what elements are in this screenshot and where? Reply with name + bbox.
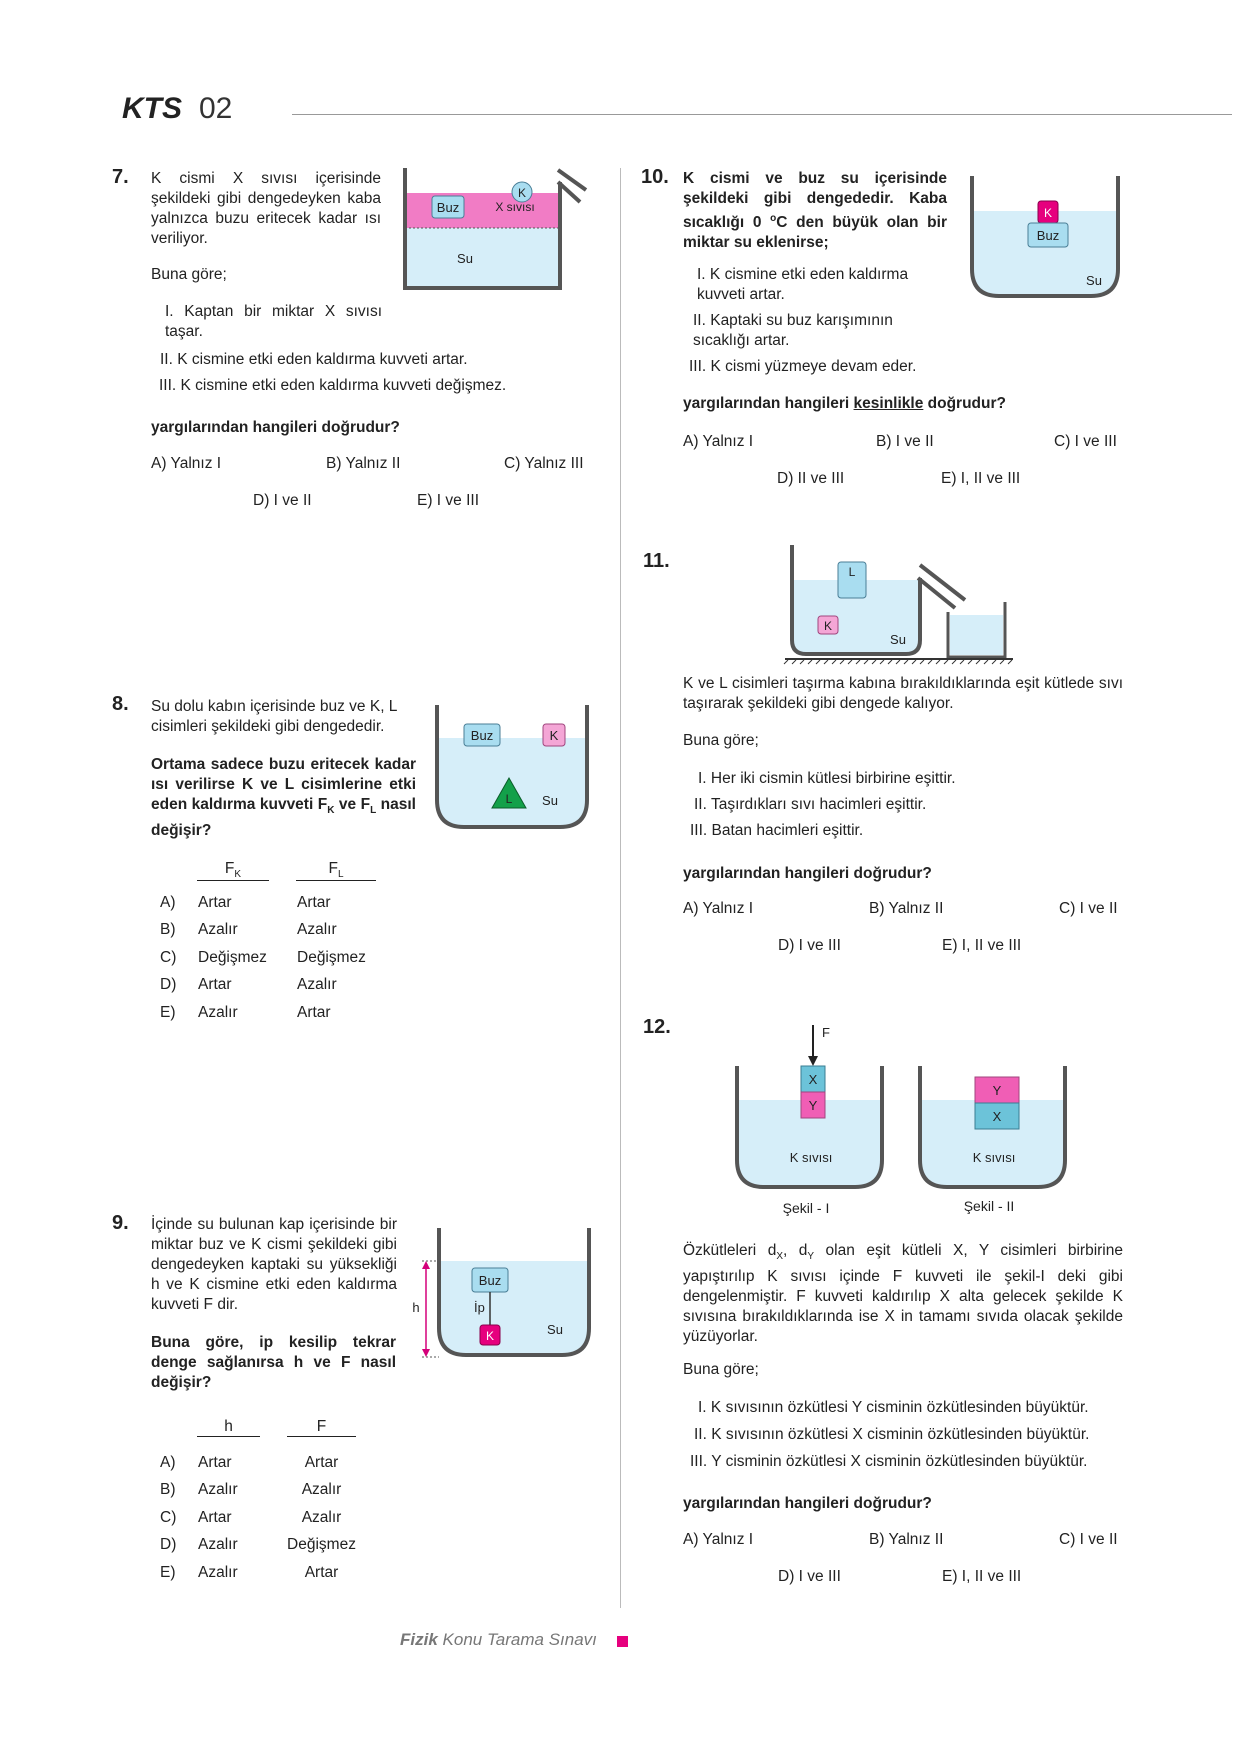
q10-statement-1: I. K cismine etki eden kaldırma kuvveti artar. bbox=[697, 266, 909, 303]
q8-row-b-c1: Azalır bbox=[198, 921, 238, 938]
q9-row-a-c2: Artar bbox=[304, 1454, 339, 1471]
q9-ice-label: Buz bbox=[478, 1273, 502, 1288]
q12-fig2-caption: Şekil - II bbox=[963, 1198, 1015, 1214]
q8-text: Su dolu kabın içerisinde buz ve K, L cisimleri şekildeki gibi dengededir. bbox=[151, 698, 397, 735]
q10-ice-label: Buz bbox=[1036, 228, 1060, 243]
q9-row-c-c1: Artar bbox=[198, 1509, 232, 1526]
q12-statement-3: III. Y cisminin özkütlesi X cisminin özkütlesinden büyüktür. bbox=[690, 1453, 1088, 1470]
q7-lead: Buna göre; bbox=[151, 266, 227, 283]
q10-option-c[interactable]: C) I ve III bbox=[1054, 433, 1117, 450]
q7-statement-3: III. K cismine etki eden kaldırma kuvveti değişmez. bbox=[159, 377, 507, 394]
q7-question: yargılarından hangileri doğrudur? bbox=[151, 419, 400, 436]
q12-fig1-liquid-label: K sıvısı bbox=[789, 1150, 833, 1165]
q9-text: İçinde su bulunan kap içerisinde bir miktar buz ve K cismi şekildeki gibi dengedeyken kaptaki su yüksekliği h ve K cismine etki eden kaldırma kuvveti F dir. bbox=[151, 1216, 397, 1313]
q9-row-c-c2: Azalır bbox=[301, 1509, 342, 1526]
q11-water-label: Su bbox=[890, 632, 906, 647]
q8-row-a-c1: Artar bbox=[198, 894, 232, 911]
q10-option-e[interactable]: E) I, II ve III bbox=[941, 470, 1021, 487]
q8-col2-header: $F_L$ bbox=[296, 860, 376, 881]
q10-option-b[interactable]: B) I ve II bbox=[876, 433, 934, 450]
q8-row-c-c2: Değişmez bbox=[297, 949, 366, 966]
q7-figure bbox=[398, 160, 588, 295]
q12-statement-2: II. K sıvısının özkütlesi X cisminin özkütlesinden büyüktür. bbox=[694, 1426, 1090, 1443]
q9-row-b-c1: Azalır bbox=[198, 1481, 238, 1498]
q12-figure bbox=[730, 1020, 1075, 1220]
q11-statement-2: II. Taşırdıkları sıvı hacimleri eşittir. bbox=[694, 796, 927, 813]
q11-number: 11. bbox=[643, 550, 670, 572]
header-number: 02 bbox=[199, 92, 233, 125]
q8-row-a-letter[interactable]: A) bbox=[160, 894, 176, 911]
q8-row-e-letter[interactable]: E) bbox=[160, 1004, 176, 1021]
q11-option-d[interactable]: D) I ve III bbox=[778, 937, 841, 954]
q8-number: 8. bbox=[112, 693, 129, 715]
q9-row-d-c2: Değişmez bbox=[287, 1536, 356, 1553]
q11-option-e[interactable]: E) I, II ve III bbox=[942, 937, 1022, 954]
q8-ice-label: Buz bbox=[470, 728, 494, 743]
q11-figure bbox=[780, 540, 1030, 665]
q9-figure bbox=[410, 1228, 595, 1368]
q8-figure bbox=[430, 700, 590, 835]
q10-text: K cismi ve buz su içerisinde şekildeki gibi dengededir. Kaba sıcaklığı 0 $^o$C den büyük olan bir miktar su eklenirse; bbox=[683, 170, 947, 252]
q9-water-label: Su bbox=[547, 1322, 563, 1337]
q8-water-label: Su bbox=[542, 793, 558, 808]
q12-fig1-y-label: Y bbox=[808, 1098, 818, 1113]
q9-col2-header: F bbox=[287, 1418, 356, 1437]
header-rule bbox=[292, 114, 1232, 115]
q9-k-label: K bbox=[485, 1329, 495, 1343]
q9-row-a-c1: Artar bbox=[198, 1454, 232, 1471]
footer-subject: Fizik bbox=[400, 1630, 438, 1649]
q9-row-b-c2: Azalır bbox=[301, 1481, 342, 1498]
q7-ice-label: Buz bbox=[436, 200, 460, 215]
q10-number: 10. bbox=[641, 166, 669, 188]
q9-row-e-letter[interactable]: E) bbox=[160, 1564, 176, 1581]
q12-option-c[interactable]: C) I ve II bbox=[1059, 1531, 1118, 1548]
q11-option-a[interactable]: A) Yalnız I bbox=[683, 900, 754, 917]
q11-lead: Buna göre; bbox=[683, 732, 759, 749]
q7-option-c[interactable]: C) Yalnız III bbox=[504, 455, 584, 472]
q8-row-a-c2: Artar bbox=[297, 894, 331, 911]
q12-option-d[interactable]: D) I ve III bbox=[778, 1568, 841, 1585]
q7-option-a[interactable]: A) Yalnız I bbox=[151, 455, 222, 472]
q8-row-e-c1: Azalır bbox=[198, 1004, 238, 1021]
footer-square-icon bbox=[617, 1636, 628, 1647]
q12-fig2-y-label: Y bbox=[992, 1083, 1002, 1098]
q12-statement-1: I. K sıvısının özkütlesi Y cisminin özkütlesinden büyüktür. bbox=[698, 1399, 1089, 1416]
q12-number: 12. bbox=[643, 1016, 671, 1038]
q7-liquid-x-label: X sıvısı bbox=[495, 200, 535, 214]
q7-k-label: K bbox=[517, 186, 527, 200]
q8-row-c-letter[interactable]: C) bbox=[160, 949, 177, 966]
q10-statement-3: III. K cismi yüzmeye devam eder. bbox=[689, 358, 917, 375]
q9-row-e-c2: Artar bbox=[304, 1564, 339, 1581]
q8-col1-header: $F_K$ bbox=[197, 860, 269, 881]
q10-statement-2: II. Kaptaki su buz karışımının sıcaklığı artar. bbox=[693, 312, 893, 349]
q9-row-d-c1: Azalır bbox=[198, 1536, 238, 1553]
q9-row-d-letter[interactable]: D) bbox=[160, 1536, 177, 1553]
q12-fig2-liquid-label: K sıvısı bbox=[972, 1150, 1016, 1165]
q8-row-e-c2: Artar bbox=[297, 1004, 331, 1021]
q11-text: K ve L cisimleri taşırma kabına bırakıldıklarında eşit kütlede sıvı taşırarak şekildeki gibi dengede kalıyor. bbox=[683, 675, 1123, 712]
q7-text: K cismi X sıvısı içerisinde şekildeki gibi dengedeyken kaba yalnızca buzu eritecek kadar ısı veriliyor. bbox=[151, 170, 381, 247]
q9-row-b-letter[interactable]: B) bbox=[160, 1481, 176, 1498]
q11-l-label: L bbox=[848, 565, 856, 579]
footer-text: Konu Tarama Sınavı bbox=[442, 1630, 597, 1649]
q7-option-e[interactable]: E) I ve III bbox=[417, 492, 480, 509]
column-divider bbox=[620, 168, 621, 1608]
q10-water-label: Su bbox=[1086, 273, 1102, 288]
q11-k-label: K bbox=[823, 619, 833, 633]
q12-fig1-x-label: X bbox=[808, 1072, 818, 1087]
q12-text: Özkütleleri $d_X$, $d_Y$ olan eşit kütleli X, Y cisimleri birbirine yapıştırılıp K sıvısı içinde F kuvveti ile şekil-I deki gibi dengelenmiştir. F kuvveti kaldırılıp X alta gelecek şekilde K sıvısına bırakıldıklarında ise X in tamamı sıvıda olacak şekilde yüzüyorlar. bbox=[683, 1242, 1123, 1346]
q10-k-label: K bbox=[1043, 206, 1053, 220]
q9-col1-header: h bbox=[197, 1418, 260, 1437]
q8-l-label: L bbox=[505, 792, 513, 806]
q7-statement-2: II. K cismine etki eden kaldırma kuvveti artar. bbox=[160, 351, 468, 368]
q12-option-e[interactable]: E) I, II ve III bbox=[942, 1568, 1022, 1585]
q8-row-d-c1: Artar bbox=[198, 976, 232, 993]
q9-row-e-c1: Azalır bbox=[198, 1564, 238, 1581]
q8-k-label: K bbox=[549, 728, 559, 743]
q10-question: yargılarından hangileri kesinlikle doğrudur? bbox=[683, 395, 1006, 412]
q12-option-a[interactable]: A) Yalnız I bbox=[683, 1531, 754, 1548]
q12-option-b[interactable]: B) Yalnız II bbox=[869, 1531, 944, 1548]
q12-question: yargılarından hangileri doğrudur? bbox=[683, 1495, 932, 1512]
q8-row-d-c2: Azalır bbox=[297, 976, 337, 993]
q12-lead: Buna göre; bbox=[683, 1361, 759, 1378]
q9-h-label: h bbox=[412, 1300, 420, 1315]
q10-option-d[interactable]: D) II ve III bbox=[777, 470, 845, 487]
header-brand: KTS bbox=[122, 92, 182, 125]
footer-title bbox=[400, 1630, 597, 1650]
q9-row-a-letter[interactable]: A) bbox=[160, 1454, 176, 1471]
q11-statement-3: III. Batan hacimleri eşittir. bbox=[690, 822, 864, 839]
q8-row-c-c1: Değişmez bbox=[198, 949, 267, 966]
q11-option-c[interactable]: C) I ve II bbox=[1059, 900, 1118, 917]
q7-number: 7. bbox=[112, 166, 129, 188]
q7-option-d[interactable]: D) I ve II bbox=[253, 492, 312, 509]
q8-question: Ortama sadece buzu eritecek kadar ısı verilirse K ve L cisimlerine etki eden kaldırma kuvveti $F_K$ ve $F_L$ nasıl değişir? bbox=[151, 756, 416, 840]
q8-row-b-letter[interactable]: B) bbox=[160, 921, 176, 938]
q10-option-a[interactable]: A) Yalnız I bbox=[683, 433, 754, 450]
q9-question: Buna göre, ip kesilip tekrar denge sağlanırsa h ve F nasıl değişir? bbox=[151, 1334, 396, 1391]
q8-row-b-c2: Azalır bbox=[297, 921, 337, 938]
q11-statement-1: I. Her iki cismin kütlesi birbirine eşittir. bbox=[698, 770, 956, 787]
q8-row-d-letter[interactable]: D) bbox=[160, 976, 177, 993]
q7-water-label: Su bbox=[457, 251, 473, 266]
q12-fig1-caption: Şekil - I bbox=[782, 1200, 830, 1216]
q10-figure bbox=[966, 176, 1126, 306]
q11-option-b[interactable]: B) Yalnız II bbox=[869, 900, 944, 917]
q9-number: 9. bbox=[112, 1212, 129, 1234]
q7-option-b[interactable]: B) Yalnız II bbox=[326, 455, 401, 472]
q7-statement-1: I. Kaptan bir miktar X sıvısı taşar. bbox=[165, 303, 382, 340]
q9-row-c-letter[interactable]: C) bbox=[160, 1509, 177, 1526]
q11-question: yargılarından hangileri doğrudur? bbox=[683, 865, 932, 882]
q12-fig2-x-label: X bbox=[992, 1109, 1002, 1124]
q9-rope-label: İp bbox=[474, 1300, 485, 1315]
q12-force-label: F bbox=[822, 1025, 830, 1040]
